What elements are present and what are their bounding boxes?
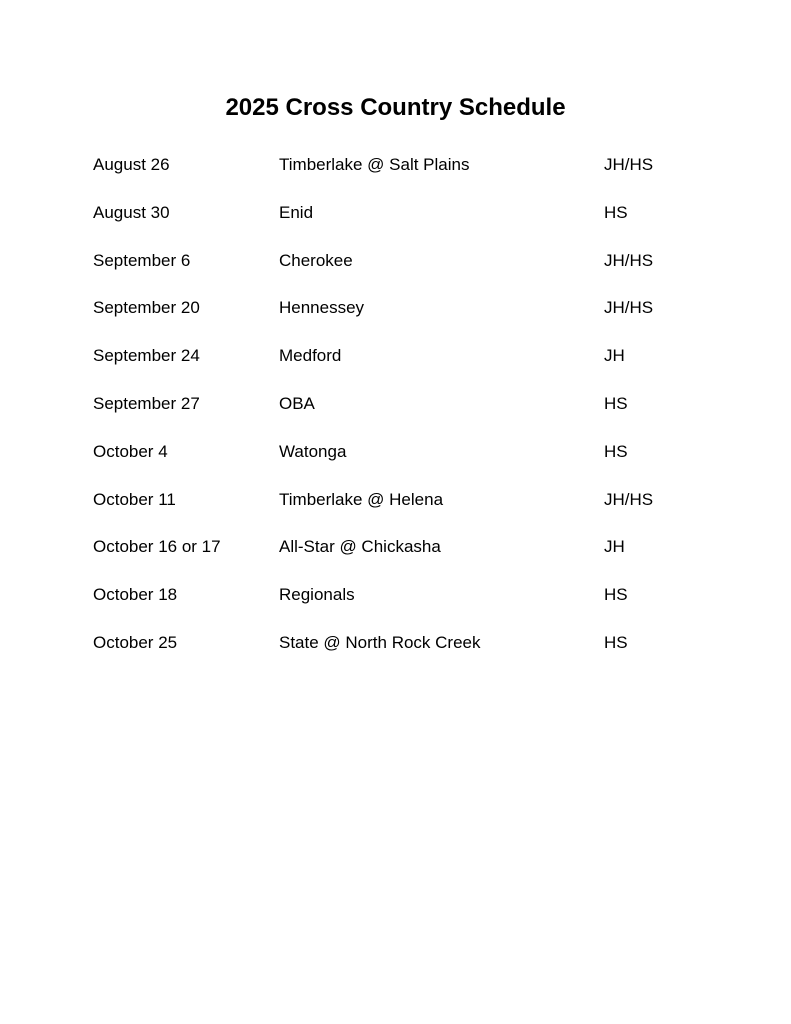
- schedule-event: State @ North Rock Creek: [279, 632, 481, 652]
- schedule-date: September 20: [93, 298, 200, 318]
- schedule-date: October 11: [93, 489, 176, 509]
- schedule-level: JH/HS: [604, 155, 654, 174]
- schedule-level: JH/HS: [604, 489, 654, 509]
- schedule-date: October 25: [93, 632, 178, 652]
- schedule-event: Cherokee: [279, 250, 353, 270]
- schedule-event: Regionals: [279, 585, 355, 605]
- schedule-level: JH/HS: [604, 250, 654, 270]
- schedule-event: Enid: [279, 202, 314, 222]
- schedule-event: Timberlake @ Salt Plains: [279, 155, 470, 174]
- schedule-date: October 16 or 17: [93, 537, 221, 557]
- schedule-date: September 24: [93, 346, 200, 366]
- schedule-date: October 4: [93, 441, 168, 461]
- schedule-event: OBA: [279, 393, 315, 413]
- schedule-row: [93, 535, 733, 583]
- schedule-row: [93, 440, 733, 488]
- schedule-date: August 26: [93, 155, 170, 174]
- schedule-table: [93, 153, 733, 679]
- schedule-row: [93, 392, 733, 440]
- schedule-date: August 30: [93, 202, 170, 222]
- schedule-level: HS: [604, 632, 628, 652]
- schedule-date: September 27: [93, 393, 200, 413]
- schedule-event: Timberlake @ Helena: [279, 489, 444, 509]
- schedule-row: [93, 296, 733, 344]
- schedule-row: [93, 201, 733, 249]
- schedule-level: JH: [604, 537, 625, 557]
- schedule-row: [93, 631, 733, 679]
- schedule-row: [93, 583, 733, 631]
- schedule-date: September 6: [93, 250, 191, 270]
- schedule-event: All-Star @ Chickasha: [279, 537, 441, 557]
- schedule-date: October 18: [93, 585, 178, 605]
- schedule-level: JH: [604, 346, 625, 366]
- schedule-event: Hennessey: [279, 298, 365, 318]
- schedule-event: Watonga: [279, 441, 347, 461]
- schedule-level: JH/HS: [604, 298, 654, 318]
- schedule-row: [93, 249, 733, 297]
- schedule-row: [93, 153, 733, 201]
- schedule-level: HS: [604, 393, 628, 413]
- schedule-row: [93, 488, 733, 536]
- schedule-level: HS: [604, 441, 628, 461]
- schedule-row: [93, 344, 733, 392]
- schedule-level: HS: [604, 202, 628, 222]
- schedule-level: HS: [604, 585, 628, 605]
- schedule-event: Medford: [279, 346, 342, 366]
- page-title: 2025 Cross Country Schedule: [225, 94, 566, 121]
